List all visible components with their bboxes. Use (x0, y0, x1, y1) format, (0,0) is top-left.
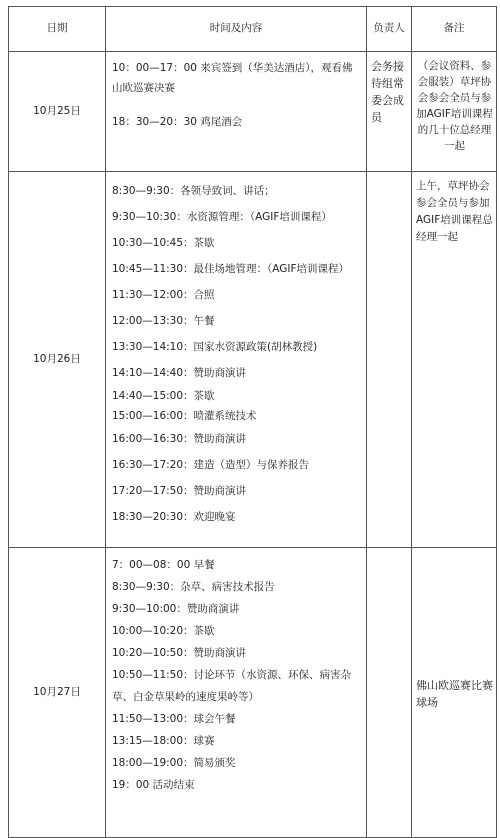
schedule-item: 19：00 活动结束 (112, 779, 195, 791)
schedule-item: 10:00—10:20：茶歇 (112, 625, 215, 637)
schedule-item: 8:30—9:30：杂草、病害技术报告 (112, 581, 275, 593)
table-row-oct25 (9, 52, 497, 172)
schedule-item: 10:45—11:30：最佳场地管理：（AGIF培训课程） (112, 263, 350, 275)
content-cell (106, 548, 367, 838)
schedule-item: 9:30—10:30：水资源管理：（AGIF培训课程） (112, 211, 332, 223)
schedule-item: 7：00—08：00 早餐 (112, 559, 215, 571)
schedule-item: 15:00—16:00：喷灌系统技术 (112, 410, 257, 422)
schedule-item: 12:00—13:30：午餐 (112, 315, 215, 327)
person-cell: 会务接待组常委会成员 (367, 52, 412, 172)
schedule-item: 11:30—12:00：合照 (112, 289, 215, 301)
schedule-item: 18:00—19:00：简易颁奖 (112, 757, 236, 769)
schedule-item: 16:30—17:20：建造（造型）与保养报告 (112, 459, 310, 471)
schedule-item: 9:30—10:00：赞助商演讲 (112, 603, 240, 615)
person-cell (367, 172, 412, 548)
schedule-item: 13:30—14:10：国家水资源政策(胡林教授) (112, 341, 318, 353)
header-row (9, 7, 497, 52)
schedule-item (112, 98, 362, 112)
header-date: 日期 (9, 7, 106, 52)
schedule-item: 14:40—15:00：茶歇 (112, 390, 215, 402)
schedule-item: 山欧巡赛决赛 (112, 82, 175, 94)
note-cell: 上午，草坪协会参会全员与参加AGIF培训课程总经理一起 (412, 172, 497, 548)
content-cell (106, 52, 367, 172)
schedule-table (8, 6, 497, 838)
table-row-oct26 (9, 172, 497, 548)
person-cell (367, 548, 412, 838)
schedule-item: 16:00—16:30：赞助商演讲 (112, 433, 247, 445)
schedule-item: 10:20—10:50：赞助商演讲 (112, 647, 247, 659)
header-note: 备注 (412, 7, 497, 52)
schedule-item: 13:15—18:00：球赛 (112, 735, 215, 747)
schedule-item: 14:10—14:40：赞助商演讲 (112, 367, 247, 379)
schedule-item: 10：00—17：00 来宾签到（华美达酒店），观看佛 (112, 62, 353, 74)
schedule-item: 8:30—9:30：各领导致词、讲话； (112, 185, 275, 197)
header-person: 负责人 (367, 7, 412, 52)
table-row-oct27 (9, 548, 497, 838)
schedule-item: 18:30—20:30：欢迎晚宴 (112, 511, 236, 523)
date-cell: 10月25日 (9, 52, 106, 172)
note-cell: 佛山欧巡赛比赛球场 (412, 548, 497, 838)
schedule-item: 11:50—13:00：球会午餐 (112, 713, 236, 725)
content-cell (106, 172, 367, 548)
schedule-item: 10:50—11:50：讨论环节（水资源、环保、病害杂 (112, 669, 352, 681)
schedule-item: 17:20—17:50：赞助商演讲 (112, 485, 247, 497)
schedule-item: 10:30—10:45：茶歇 (112, 237, 215, 249)
schedule-item: 草、白金草果岭的速度果岭等） (112, 691, 259, 703)
date-cell: 10月27日 (9, 548, 106, 838)
schedule-item: 18：30—20：30 鸡尾酒会 (112, 116, 243, 128)
date-cell: 10月26日 (9, 172, 106, 548)
note-cell: （会议资料、参会服装）草坪协会参会全员与参加AGIF培训课程的几十位总经理一起 (412, 52, 497, 172)
header-content: 时间及内容 (106, 7, 367, 52)
